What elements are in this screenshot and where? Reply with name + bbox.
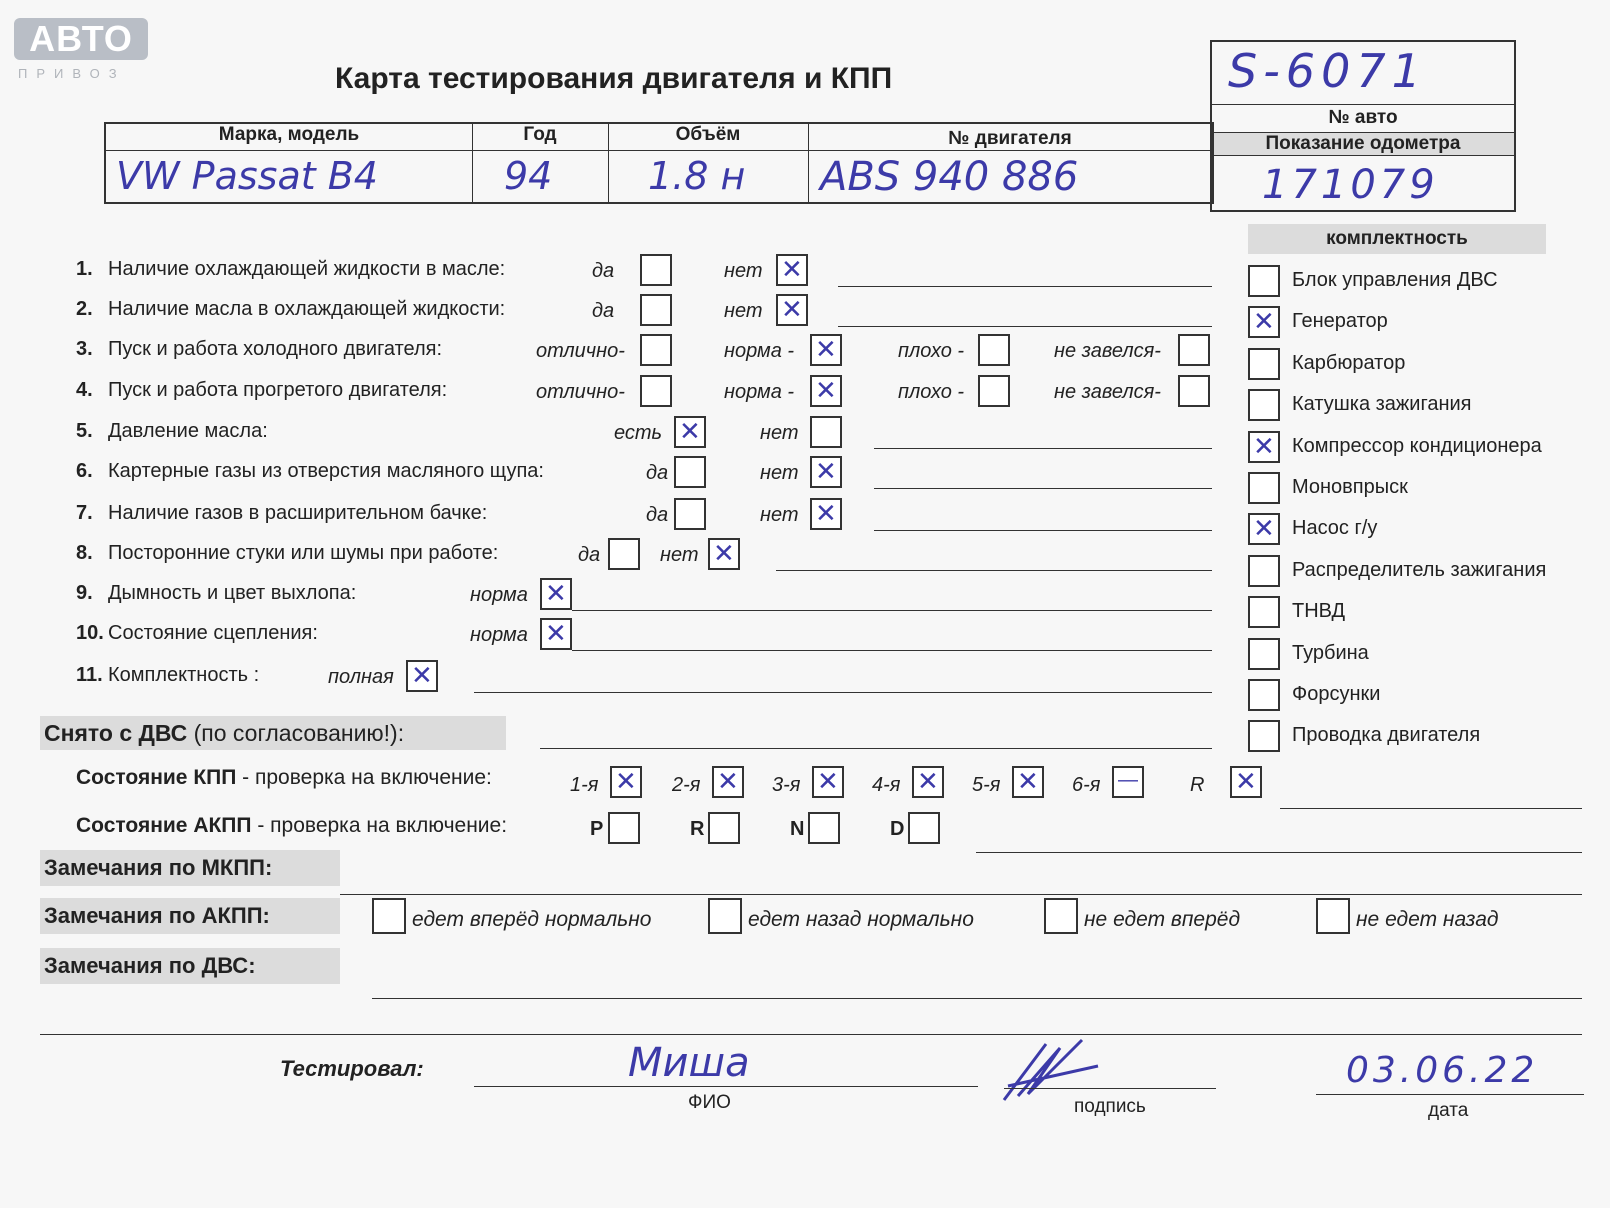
- question-notes-line: [572, 610, 1212, 611]
- completeness-checkbox[interactable]: [1248, 265, 1280, 297]
- completeness-checkbox[interactable]: [1248, 513, 1280, 545]
- question-text: Наличие масла в охлаждающей жидкости:: [108, 298, 506, 320]
- akpp-remark-checkbox[interactable]: [1044, 898, 1078, 934]
- question-option-label: да: [592, 260, 615, 282]
- completeness-checkbox[interactable]: [1248, 472, 1280, 504]
- question-notes-line: [874, 448, 1212, 449]
- question-option-label: да: [578, 544, 601, 566]
- completeness-checkbox[interactable]: [1248, 431, 1280, 463]
- kpp-line: [1280, 808, 1582, 809]
- question-option-label: нет: [760, 422, 799, 444]
- gear-checkbox[interactable]: [712, 766, 744, 798]
- remarks-dvs-line: [372, 998, 1582, 999]
- completeness-checkbox[interactable]: [1248, 389, 1280, 421]
- gear-label: 6-я: [1072, 774, 1101, 796]
- volume-value: 1.8 н: [648, 154, 746, 198]
- akpp-mode-checkbox[interactable]: [908, 812, 940, 844]
- question-number: 9.: [76, 582, 93, 604]
- completeness-item-label: Компрессор кондиционера: [1292, 434, 1542, 457]
- question-number: 4.: [76, 379, 93, 401]
- akpp-mode-label: P: [590, 818, 604, 840]
- remarks-bottom-line: [40, 1034, 1582, 1035]
- question-option-label: плохо -: [898, 381, 965, 403]
- page-title: Карта тестирования двигателя и КПП: [335, 62, 893, 95]
- question-notes-line: [474, 692, 1212, 693]
- question-option-label: плохо -: [898, 340, 965, 362]
- question-number: 3.: [76, 338, 93, 360]
- akpp-remark-label: не едет вперёд: [1084, 908, 1241, 931]
- question-option-checkbox[interactable]: [608, 538, 640, 570]
- gear-label: 1-я: [570, 774, 599, 796]
- year-label: Год: [523, 124, 557, 145]
- akpp-mode-label: D: [890, 818, 905, 840]
- removed-rest: (по согласованию!):: [193, 720, 405, 746]
- question-option-checkbox[interactable]: [674, 416, 706, 448]
- gear-checkbox[interactable]: [1230, 766, 1262, 798]
- question-option-label: нет: [760, 462, 799, 484]
- akpp-remark-checkbox[interactable]: [708, 898, 742, 934]
- volume-label: Объём: [675, 124, 741, 145]
- completeness-checkbox[interactable]: [1248, 555, 1280, 587]
- make-label: Марка, модель: [218, 124, 360, 145]
- completeness-item-label: Турбина: [1292, 641, 1369, 664]
- question-text: Дымность и цвет выхлопа:: [108, 582, 357, 604]
- question-option-checkbox[interactable]: [978, 334, 1010, 366]
- akpp-remark-checkbox[interactable]: [372, 898, 406, 934]
- akpp-mode-checkbox[interactable]: [708, 812, 740, 844]
- question-text: Давление масла:: [108, 420, 268, 442]
- question-option-label: да: [646, 504, 669, 526]
- question-number: 5.: [76, 420, 93, 442]
- question-option-label: нет: [724, 260, 763, 282]
- question-number: 1.: [76, 258, 93, 280]
- question-option-checkbox[interactable]: [776, 254, 808, 286]
- year-value: 94: [504, 154, 553, 198]
- question-option-label: не завелся-: [1054, 381, 1161, 403]
- akpp-mode-label: R: [690, 818, 705, 840]
- question-option-checkbox[interactable]: [406, 660, 438, 692]
- date-line: [1316, 1094, 1584, 1095]
- question-option-label: отлично-: [536, 381, 625, 403]
- question-option-label: норма -: [724, 381, 795, 403]
- question-option-label: нет: [724, 300, 763, 322]
- gear-checkbox[interactable]: [912, 766, 944, 798]
- sign-line: [1004, 1088, 1216, 1089]
- question-option-checkbox[interactable]: [1178, 334, 1210, 366]
- question-option-label: не завелся-: [1054, 340, 1161, 362]
- question-text: Состояние сцепления:: [108, 622, 318, 644]
- avto-privoz-logo: АВТО: [14, 18, 148, 60]
- question-notes-line: [838, 326, 1212, 327]
- question-text: Наличие газов в расширительном бачке:: [108, 502, 488, 524]
- question-option-checkbox[interactable]: [674, 456, 706, 488]
- sign-label: подпись: [1074, 1096, 1146, 1117]
- gear-label: 3-я: [772, 774, 801, 796]
- remarks-mkpp-label: Замечания по МКПП:: [40, 850, 340, 886]
- date-value: 03.06.22: [1346, 1050, 1539, 1091]
- question-option-label: да: [646, 462, 669, 484]
- question-notes-line: [838, 286, 1212, 287]
- question-option-checkbox[interactable]: [810, 416, 842, 448]
- question-option-checkbox[interactable]: [810, 375, 842, 407]
- auto-number-value: S-6071: [1228, 44, 1427, 98]
- gear-checkbox[interactable]: [1012, 766, 1044, 798]
- question-option-label: да: [592, 300, 615, 322]
- completeness-checkbox[interactable]: [1248, 720, 1280, 752]
- question-text: Посторонние стуки или шумы при работе:: [108, 542, 499, 564]
- kpp-bold: Состояние КПП: [76, 766, 237, 789]
- question-notes-line: [874, 530, 1212, 531]
- question-option-label: есть: [614, 422, 663, 444]
- question-number: 11.: [76, 664, 103, 686]
- completeness-checkbox[interactable]: [1248, 679, 1280, 711]
- question-text: Комплектность :: [108, 664, 260, 686]
- question-option-checkbox[interactable]: [640, 294, 672, 326]
- question-text: Пуск и работа прогретого двигателя:: [108, 379, 448, 401]
- remarks-mkpp-line: [340, 894, 1582, 895]
- question-option-checkbox[interactable]: [640, 254, 672, 286]
- question-option-checkbox[interactable]: [708, 538, 740, 570]
- remarks-akpp-label: Замечания по АКПП:: [40, 898, 340, 934]
- odometer-value: 171079: [1262, 162, 1439, 208]
- question-option-checkbox[interactable]: [1178, 375, 1210, 407]
- akpp-rest: - проверка на включение:: [257, 814, 508, 837]
- akpp-mode-label: N: [790, 818, 805, 840]
- gear-checkbox[interactable]: [1112, 766, 1144, 798]
- akpp-line: [976, 852, 1582, 853]
- question-option-checkbox[interactable]: [978, 375, 1010, 407]
- completeness-checkbox[interactable]: [1248, 306, 1280, 338]
- kpp-rest: - проверка на включение:: [242, 766, 492, 789]
- completeness-item-label: Проводка двигателя: [1292, 724, 1481, 747]
- question-number: 10.: [76, 622, 104, 644]
- removed-bold: Снято с ДВС: [44, 720, 188, 746]
- completeness-item-label: Карбюратор: [1292, 351, 1406, 374]
- completeness-item-label: ТНВД: [1292, 600, 1346, 623]
- completeness-item-label: Генератор: [1292, 310, 1388, 333]
- kpp-label: [76, 766, 492, 790]
- question-option-checkbox[interactable]: [776, 294, 808, 326]
- completeness-item-label: Форсунки: [1292, 683, 1381, 705]
- completeness-checkbox[interactable]: [1248, 596, 1280, 628]
- removed-label: [44, 720, 404, 747]
- removed-line: [540, 748, 1212, 749]
- completeness-title: комплектность: [1248, 224, 1546, 254]
- remarks-dvs-label: Замечания по ДВС:: [40, 948, 340, 984]
- tested-label: Тестировал:: [280, 1056, 424, 1081]
- question-text: Пуск и работа холодного двигателя:: [108, 338, 443, 360]
- question-notes-line: [572, 650, 1212, 651]
- completeness-item-label: Насос г/у: [1292, 517, 1378, 540]
- gear-label: 4-я: [872, 774, 901, 796]
- akpp-remark-label: едет назад нормально: [748, 908, 974, 931]
- auto-number-label: № авто: [1212, 104, 1514, 129]
- completeness-checkbox[interactable]: [1248, 348, 1280, 380]
- question-option-label: норма -: [724, 340, 795, 362]
- engine-label: № двигателя: [948, 128, 1072, 149]
- question-option-checkbox[interactable]: [810, 498, 842, 530]
- question-option-checkbox[interactable]: [810, 456, 842, 488]
- gear-checkbox[interactable]: [812, 766, 844, 798]
- completeness-checkbox[interactable]: [1248, 638, 1280, 670]
- akpp-remark-checkbox[interactable]: [1316, 898, 1350, 934]
- question-number: 6.: [76, 460, 93, 482]
- fio-value: Миша: [628, 1040, 750, 1086]
- question-option-checkbox[interactable]: [640, 334, 672, 366]
- gear-label: 5-я: [972, 774, 1001, 796]
- gear-label: 2-я: [672, 774, 701, 796]
- question-notes-line: [874, 488, 1212, 489]
- akpp-remark-label: не едет назад: [1356, 908, 1499, 931]
- engine-value: ABS 940 886: [820, 154, 1079, 200]
- question-option-checkbox[interactable]: [540, 578, 572, 610]
- akpp-bold: Состояние АКПП: [76, 814, 252, 837]
- make-value: VW Passat B4: [116, 154, 378, 198]
- question-number: 2.: [76, 298, 93, 320]
- completeness-item-label: Распределитель зажигания: [1292, 558, 1547, 581]
- question-option-checkbox[interactable]: [540, 618, 572, 650]
- question-number: 8.: [76, 542, 93, 564]
- question-option-checkbox[interactable]: [674, 498, 706, 530]
- question-option-label: полная: [328, 666, 394, 688]
- gear-checkbox[interactable]: [610, 766, 642, 798]
- question-option-label: норма: [470, 584, 528, 606]
- fio-line: [474, 1086, 978, 1087]
- question-option-label: нет: [660, 544, 699, 566]
- question-option-label: норма: [470, 624, 528, 646]
- vehicle-table: [104, 122, 1214, 204]
- question-option-label: отлично-: [536, 340, 625, 362]
- question-text: Наличие охлаждающей жидкости в масле:: [108, 258, 506, 280]
- question-option-label: нет: [760, 504, 799, 526]
- akpp-mode-checkbox[interactable]: [808, 812, 840, 844]
- akpp-mode-checkbox[interactable]: [608, 812, 640, 844]
- akpp-label: [76, 814, 507, 838]
- question-notes-line: [776, 570, 1212, 571]
- completeness-item-label: Моновпрыск: [1292, 476, 1408, 498]
- question-option-checkbox[interactable]: [810, 334, 842, 366]
- gear-label: R: [1190, 774, 1205, 796]
- fio-label: ФИО: [688, 1092, 731, 1113]
- akpp-remark-label: едет вперёд нормально: [412, 908, 652, 931]
- completeness-item-label: Блок управления ДВС: [1292, 269, 1498, 291]
- question-option-checkbox[interactable]: [640, 375, 672, 407]
- question-text: Картерные газы из отверстия масляного щупа:: [108, 460, 544, 482]
- completeness-item-label: Катушка зажигания: [1292, 393, 1472, 416]
- odometer-label: Показание одометра: [1212, 132, 1514, 156]
- question-number: 7.: [76, 502, 93, 524]
- date-label: дата: [1428, 1100, 1469, 1121]
- logo-subtitle: ПРИВОЗ: [18, 66, 126, 81]
